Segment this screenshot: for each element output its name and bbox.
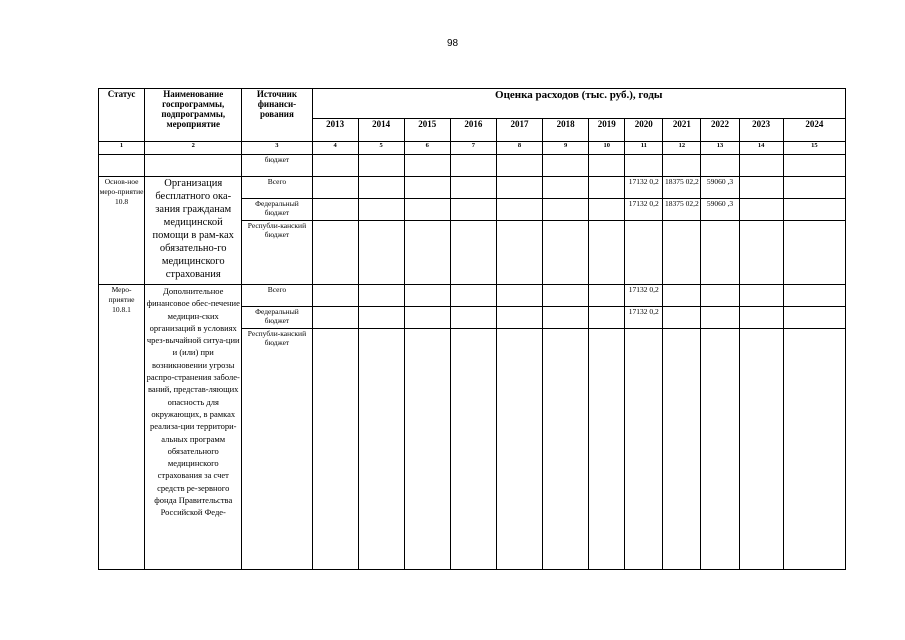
value-cell: 18375 02,2 <box>663 177 701 199</box>
value-cell <box>701 221 739 285</box>
table-row <box>99 285 846 307</box>
source-cell: Всего <box>242 285 312 307</box>
header-year: 2019 <box>589 119 625 142</box>
status-cell: Меро-приятие 10.8.1 <box>99 285 145 570</box>
source-cell: бюджет <box>242 155 312 177</box>
value-cell: 17132 0,2 <box>625 307 663 329</box>
column-number: 12 <box>663 142 701 155</box>
header-status: Статус <box>99 89 145 142</box>
column-number: 8 <box>496 142 542 155</box>
column-number: 2 <box>145 142 242 155</box>
column-number: 14 <box>739 142 783 155</box>
column-number: 11 <box>625 142 663 155</box>
column-number: 4 <box>312 142 358 155</box>
header-year: 2018 <box>543 119 589 142</box>
budget-table <box>98 88 846 570</box>
header-year: 2014 <box>358 119 404 142</box>
source-cell: Федеральный бюджет <box>242 307 312 329</box>
column-number: 1 <box>99 142 145 155</box>
value-cell: 59060 ,3 <box>701 177 739 199</box>
value-cell: 17132 0,2 <box>625 199 663 221</box>
column-number: 5 <box>358 142 404 155</box>
column-number: 7 <box>450 142 496 155</box>
column-number: 9 <box>543 142 589 155</box>
header-year: 2023 <box>739 119 783 142</box>
column-number: 15 <box>783 142 845 155</box>
column-number: 6 <box>404 142 450 155</box>
table-row <box>99 177 846 199</box>
activity-name: Организация бесплатного ока-зания гражданам медицинской помощи в рам-ках обязательно-го медицинского страхования <box>145 177 242 285</box>
header-year: 2016 <box>450 119 496 142</box>
header-source: Источник финанси-рования <box>242 89 312 142</box>
page-number: 98 <box>446 38 459 49</box>
value-cell: 17132 0,2 <box>625 285 663 307</box>
header-year: 2017 <box>496 119 542 142</box>
header-year: 2022 <box>701 119 739 142</box>
value-cell: 18375 02,2 <box>663 199 701 221</box>
value-cell <box>663 221 701 285</box>
source-cell: Федеральный бюджет <box>242 199 312 221</box>
value-cell <box>625 329 663 570</box>
activity-name: Дополнительное финансовое обес-печение медицин-ских организаций в условиях чрез-вычайной ситуа-ции и (или) при возникновении угрозы распро-странения заболе-ваний, представ-ляющих опасность для окружающих, в рамках реализа-ции территори-альных программ обязательного медицинского страхования за счет средств ре-зервного фонда Правительства Российской Феде- <box>145 285 242 570</box>
header-year: 2020 <box>625 119 663 142</box>
header-year: 2013 <box>312 119 358 142</box>
source-cell: Республи-канский бюджет <box>242 221 312 285</box>
header-year: 2021 <box>663 119 701 142</box>
source-cell: Республи-канский бюджет <box>242 329 312 570</box>
value-cell <box>625 221 663 285</box>
value-cell: 59060 ,3 <box>701 199 739 221</box>
source-cell: Всего <box>242 177 312 199</box>
column-number: 10 <box>589 142 625 155</box>
value-cell: 17132 0,2 <box>625 177 663 199</box>
header-year: 2024 <box>783 119 845 142</box>
column-number: 13 <box>701 142 739 155</box>
header-year: 2015 <box>404 119 450 142</box>
header-estimate: Оценка расходов (тыс. руб.), годы <box>312 89 845 119</box>
table-row <box>99 155 846 177</box>
status-cell: Основ-ное меро-приятие 10.8 <box>99 177 145 285</box>
column-number: 3 <box>242 142 312 155</box>
header-name: Наименование госпрограммы, подпрограммы, мероприятие <box>145 89 242 142</box>
